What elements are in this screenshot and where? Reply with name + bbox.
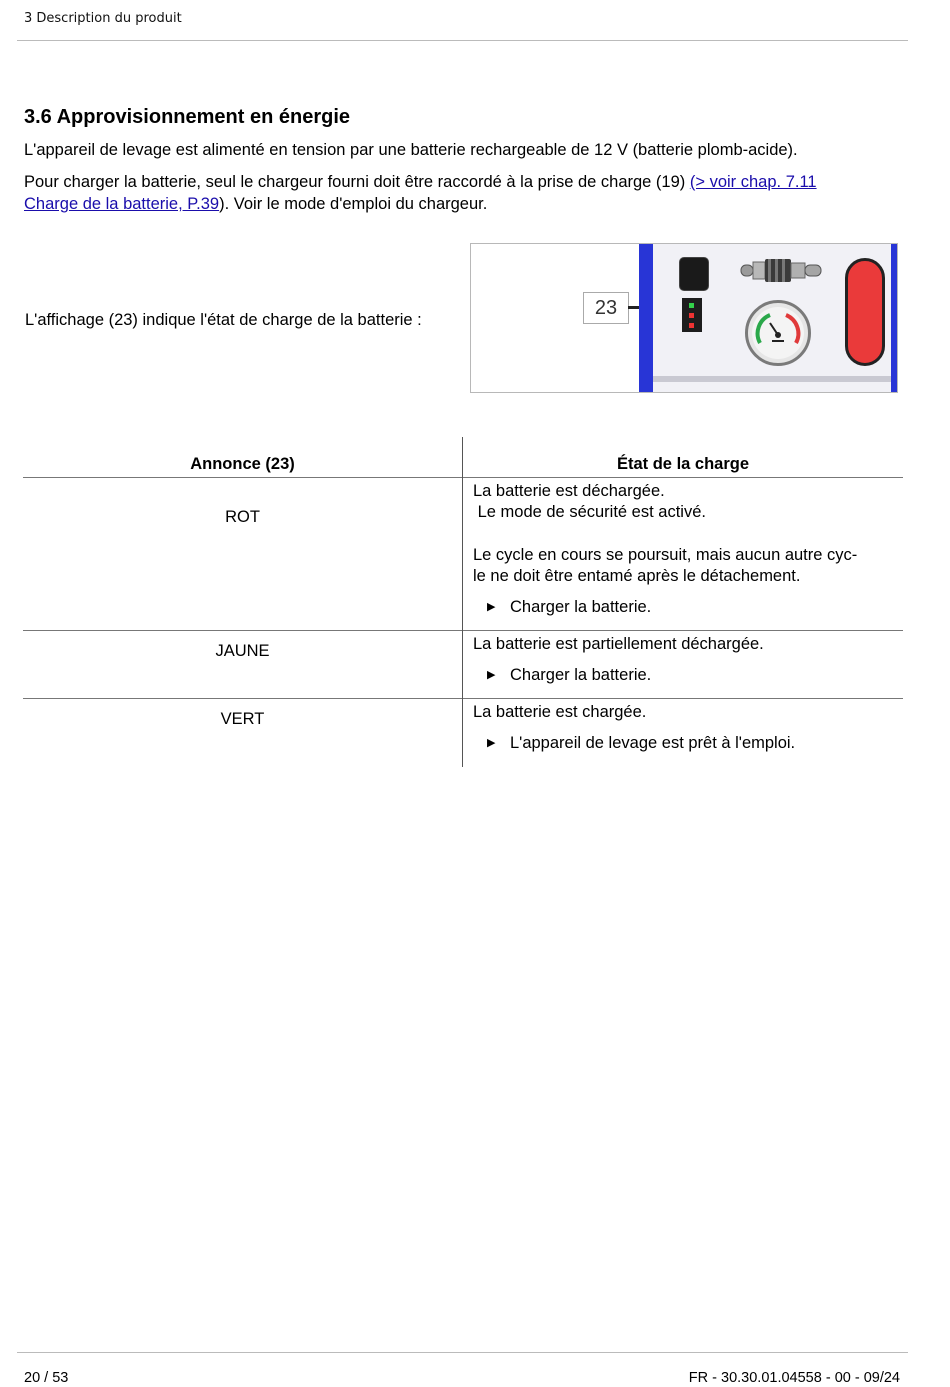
led-green <box>689 303 694 308</box>
panel-bottom-strip <box>653 376 891 382</box>
led-red-2 <box>689 323 694 328</box>
state-cell-rot <box>463 478 904 631</box>
state-cell-vert <box>463 699 904 767</box>
header-annonce: Annonce (23) <box>23 437 463 478</box>
pressure-gauge <box>745 300 811 366</box>
action-item <box>473 597 903 618</box>
spacer <box>473 523 903 545</box>
action-item <box>473 733 903 754</box>
action-text: Charger la batterie. <box>510 666 652 684</box>
intro-paragraph: L'appareil de levage est alimenté en tension par une batterie rechargeable de 12 V (batterie plomb-acide). <box>24 141 798 159</box>
annonce-vert: VERT <box>23 699 463 767</box>
header-etat: État de la charge <box>616 455 750 473</box>
annonce-rot: ROT <box>23 478 463 631</box>
triangle-right-icon: ▶ <box>487 737 496 749</box>
charge-state-table <box>23 437 903 767</box>
section-title: 3.6 Approvisionnement en énergie <box>24 106 351 128</box>
annonce-jaune: JAUNE <box>23 631 463 699</box>
charging-connector-icon <box>739 256 825 284</box>
document-reference: FR - 30.30.01.04558 - 00 - 09/24 <box>688 1370 900 1386</box>
state-text: Le mode de sécurité est activé. <box>473 503 706 521</box>
charging-paragraph <box>24 171 894 215</box>
header-divider <box>17 40 908 41</box>
table-row <box>23 631 903 699</box>
triangle-right-icon: ▶ <box>487 601 496 613</box>
state-text: La batterie est déchargée. <box>473 482 665 500</box>
chapter-link-line1: (> voir chap. 7.11 <box>689 173 817 191</box>
state-text: La batterie est chargée. <box>473 703 647 721</box>
action-text: Charger la batterie. <box>510 598 652 616</box>
display-caption: L'affichage (23) indique l'état de charge de la batterie : <box>25 311 422 329</box>
table-row <box>23 699 903 767</box>
table-header-row <box>23 437 903 478</box>
housing-rim <box>891 244 897 392</box>
state-cell-jaune <box>463 631 904 699</box>
state-text: La batterie est partiellement déchargée. <box>473 635 764 653</box>
table-row <box>23 478 903 631</box>
charging-text: Pour charger la batterie, seul le chargeur fourni doit être raccordé à la prise de charge (19) <box>24 173 690 191</box>
action-item <box>473 665 903 686</box>
action-text: L'appareil de levage est prêt à l'emploi. <box>510 734 796 752</box>
red-pad <box>845 258 885 366</box>
gauge-dial-icon <box>748 303 808 363</box>
page-number: 20 / 53 <box>24 1370 69 1386</box>
chapter-link-line2: Charge de la batterie, P.39 <box>24 195 220 213</box>
callout-label: 23 <box>583 292 629 324</box>
control-button <box>679 257 709 291</box>
state-text: le ne doit être entamé après le détachement. <box>473 567 801 585</box>
device-housing-edge <box>639 244 653 392</box>
running-header: 3 Description du produit <box>24 11 182 26</box>
triangle-right-icon: ▶ <box>487 669 496 681</box>
state-text: Le cycle en cours se poursuit, mais aucun autre cyc- <box>473 546 858 564</box>
device-illustration <box>470 243 898 393</box>
charging-text-end: ). Voir le mode d'emploi du chargeur. <box>219 195 488 213</box>
led-red-1 <box>689 313 694 318</box>
battery-led-display <box>682 298 702 332</box>
footer-divider <box>17 1352 908 1353</box>
